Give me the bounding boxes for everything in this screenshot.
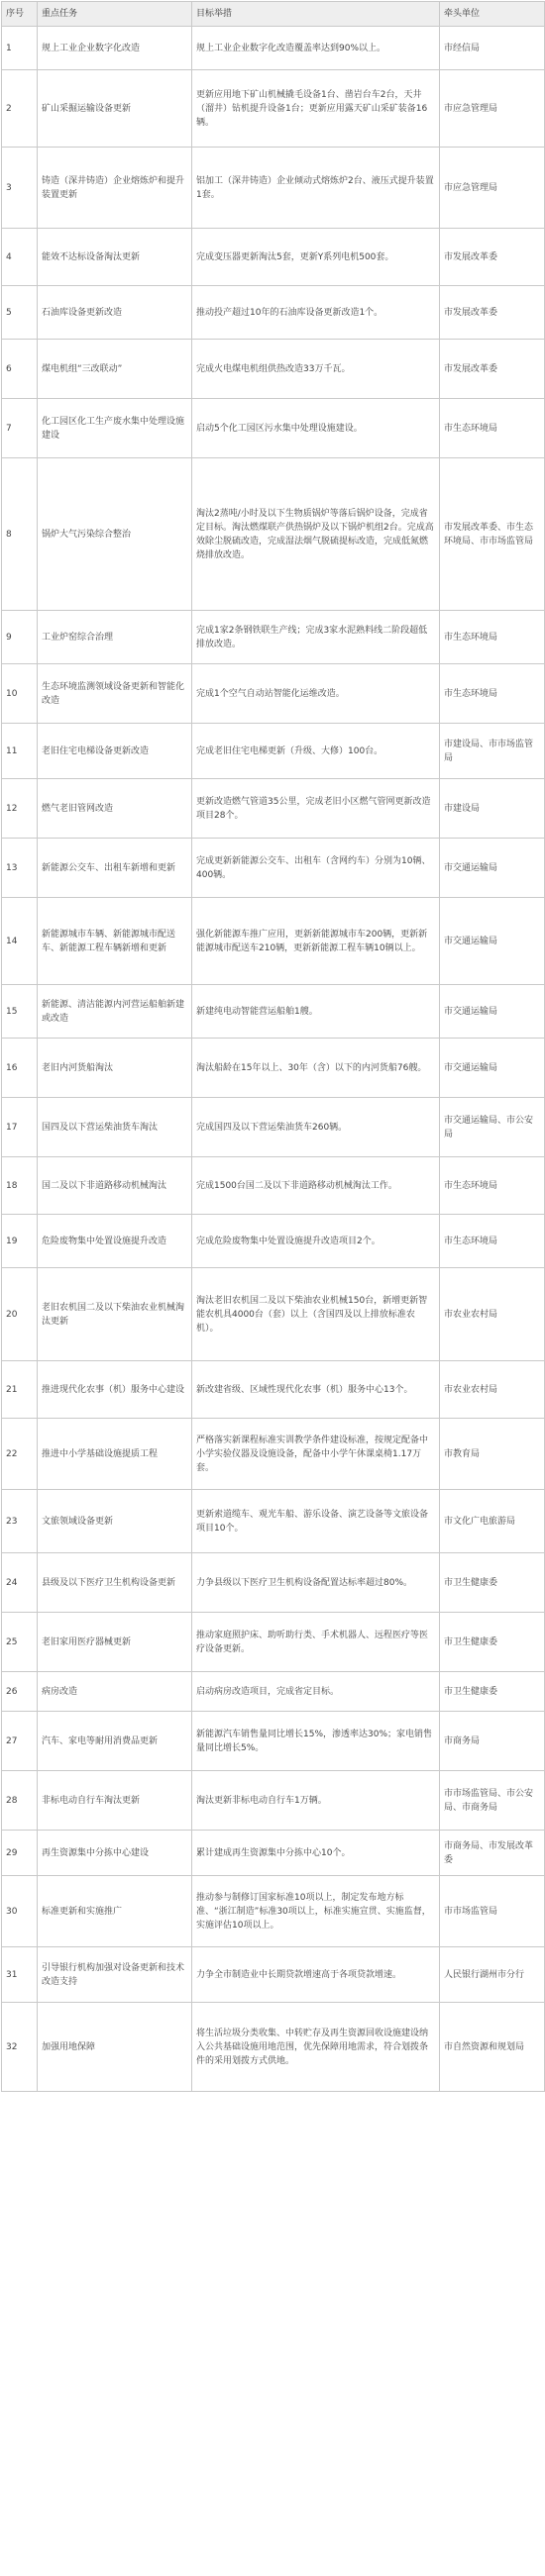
cell-no: 20 <box>2 1268 38 1361</box>
task-table <box>1 1 545 2092</box>
cell-task: 生态环境监测领域设备更新和智能化改造 <box>38 664 192 724</box>
cell-no: 15 <box>2 985 38 1039</box>
cell-unit: 市交通运输局、市公安局 <box>440 1098 545 1157</box>
cell-unit: 市应急管理局 <box>440 70 545 148</box>
cell-target: 完成变压器更新淘汰5套，更新Y系列电机500套。 <box>192 229 440 286</box>
cell-unit: 市生态环境局 <box>440 611 545 664</box>
table-row <box>2 1831 545 1876</box>
cell-target: 新建纯电动智能营运船舶1艘。 <box>192 985 440 1039</box>
cell-task: 能效不达标设备淘汰更新 <box>38 229 192 286</box>
cell-task: 病房改造 <box>38 1672 192 1712</box>
cell-no: 14 <box>2 898 38 985</box>
cell-target: 新能源汽车销售量同比增长15%，渗透率达30%；家电销售量同比增长5%。 <box>192 1712 440 1771</box>
cell-no: 9 <box>2 611 38 664</box>
cell-target: 完成更新新能源公交车、出租车（含网约车）分别为10辆、400辆。 <box>192 839 440 898</box>
cell-target: 强化新能源车推广应用，更新新能源城市车200辆，更新新能源城市配送车210辆，更新新能源工程车辆10辆以上。 <box>192 898 440 985</box>
cell-unit: 市商务局、市发展改革委 <box>440 1831 545 1876</box>
cell-target: 完成危险废物集中处置设施提升改造项目2个。 <box>192 1215 440 1268</box>
table-row <box>2 1712 545 1771</box>
cell-task: 铸造（深井铸造）企业熔炼炉和提升装置更新 <box>38 148 192 229</box>
cell-task: 国二及以下非道路移动机械淘汰 <box>38 1157 192 1215</box>
cell-unit: 市市场监管局 <box>440 1876 545 1947</box>
table-row <box>2 664 545 724</box>
cell-no: 10 <box>2 664 38 724</box>
cell-task: 老旧内河货船淘汰 <box>38 1039 192 1098</box>
cell-unit: 市商务局 <box>440 1712 545 1771</box>
cell-unit: 市农业农村局 <box>440 1361 545 1419</box>
table-row <box>2 229 545 286</box>
cell-task: 矿山采掘运输设备更新 <box>38 70 192 148</box>
cell-unit: 市卫生健康委 <box>440 1553 545 1613</box>
cell-task: 推进现代化农事（机）服务中心建设 <box>38 1361 192 1419</box>
cell-target: 完成火电煤电机组供热改造33万千瓦。 <box>192 340 440 399</box>
cell-task: 加强用地保障 <box>38 2003 192 2092</box>
cell-no: 19 <box>2 1215 38 1268</box>
table-row <box>2 1039 545 1098</box>
cell-unit: 市教育局 <box>440 1419 545 1490</box>
cell-target: 完成1个空气自动站智能化运维改造。 <box>192 664 440 724</box>
cell-target: 推动参与制修订国家标准10项以上，制定发布地方标准、“浙江制造”标准30项以上，标准实施宣贯、实施监督，实施评估10项以上。 <box>192 1876 440 1947</box>
table-row <box>2 724 545 779</box>
cell-target: 完成国四及以下营运柴油货车260辆。 <box>192 1098 440 1157</box>
table-row <box>2 1215 545 1268</box>
cell-no: 26 <box>2 1672 38 1712</box>
table-row <box>2 779 545 839</box>
table-row <box>2 839 545 898</box>
cell-no: 3 <box>2 148 38 229</box>
cell-no: 16 <box>2 1039 38 1098</box>
cell-task: 引导银行机构加强对设备更新和技术改造支持 <box>38 1947 192 2003</box>
table-row <box>2 1947 545 2003</box>
cell-unit: 市应急管理局 <box>440 148 545 229</box>
table-row <box>2 1157 545 1215</box>
header-no: 序号 <box>2 2 38 27</box>
table-row <box>2 148 545 229</box>
cell-task: 化工园区化工生产废水集中处理设施建设 <box>38 399 192 458</box>
cell-no: 22 <box>2 1419 38 1490</box>
cell-unit: 市市场监管局、市公安局、市商务局 <box>440 1771 545 1831</box>
table-row <box>2 1098 545 1157</box>
cell-task: 规上工业企业数字化改造 <box>38 27 192 70</box>
cell-task: 标准更新和实施推广 <box>38 1876 192 1947</box>
cell-unit: 人民银行湖州市分行 <box>440 1947 545 2003</box>
cell-task: 危险废物集中处置设施提升改造 <box>38 1215 192 1268</box>
cell-no: 25 <box>2 1613 38 1672</box>
cell-task: 老旧农机国二及以下柴油农业机械淘汰更新 <box>38 1268 192 1361</box>
cell-no: 11 <box>2 724 38 779</box>
cell-unit: 市卫生健康委 <box>440 1672 545 1712</box>
cell-no: 2 <box>2 70 38 148</box>
cell-task: 新能源、清洁能源内河营运船舶新建或改造 <box>38 985 192 1039</box>
cell-no: 29 <box>2 1831 38 1876</box>
cell-task: 石油库设备更新改造 <box>38 286 192 340</box>
cell-target: 累计建成再生资源集中分拣中心10个。 <box>192 1831 440 1876</box>
table-row <box>2 1771 545 1831</box>
cell-target: 力争全市制造业中长期贷款增速高于各项贷款增速。 <box>192 1947 440 2003</box>
cell-target: 启动5个化工园区污水集中处理设施建设。 <box>192 399 440 458</box>
cell-unit: 市生态环境局 <box>440 399 545 458</box>
cell-target: 淘汰更新非标电动自行车1万辆。 <box>192 1771 440 1831</box>
cell-target: 更新应用地下矿山机械撬毛设备1台、凿岩台车2台，天井（溜井）钻机提升设备1台；更新应用露天矿山采矿装备16辆。 <box>192 70 440 148</box>
cell-task: 汽车、家电等耐用消费品更新 <box>38 1712 192 1771</box>
cell-unit: 市建设局 <box>440 779 545 839</box>
cell-task: 老旧家用医疗器械更新 <box>38 1613 192 1672</box>
cell-target: 推动家庭照护床、助听助行类、手术机器人、远程医疗等医疗设备更新。 <box>192 1613 440 1672</box>
cell-unit: 市发展改革委 <box>440 286 545 340</box>
table-row <box>2 1419 545 1490</box>
cell-target: 规上工业企业数字化改造覆盖率达到90%以上。 <box>192 27 440 70</box>
cell-unit: 市生态环境局 <box>440 1215 545 1268</box>
cell-no: 6 <box>2 340 38 399</box>
cell-no: 18 <box>2 1157 38 1215</box>
cell-unit: 市卫生健康委 <box>440 1613 545 1672</box>
cell-no: 30 <box>2 1876 38 1947</box>
cell-target: 推动投产超过10年的石油库设备更新改造1个。 <box>192 286 440 340</box>
cell-target: 新改建省级、区域性现代化农事（机）服务中心13个。 <box>192 1361 440 1419</box>
cell-task: 煤电机组“三改联动” <box>38 340 192 399</box>
cell-target: 将生活垃圾分类收集、中转贮存及再生资源回收设施建设纳入公共基础设施用地范围，优先保障用地需求，符合划拨条件的采用划拨方式供地。 <box>192 2003 440 2092</box>
cell-task: 县级及以下医疗卫生机构设备更新 <box>38 1553 192 1613</box>
table-row <box>2 458 545 611</box>
table-row <box>2 1876 545 1947</box>
table-row <box>2 399 545 458</box>
table-row <box>2 27 545 70</box>
cell-unit: 市交通运输局 <box>440 839 545 898</box>
table-row <box>2 2003 545 2092</box>
table-row <box>2 1613 545 1672</box>
cell-task: 新能源城市车辆、新能源城市配送车、新能源工程车辆新增和更新 <box>38 898 192 985</box>
table-row <box>2 985 545 1039</box>
table-row <box>2 898 545 985</box>
cell-target: 淘汰2蒸吨/小时及以下生物质锅炉等落后锅炉设备，完成省定目标。淘汰燃煤联产供热锅炉及以下锅炉机组2台。完成高效除尘脱硫改造，完成湿法烟气脱硫提标改造，完成低氮燃烧排放改造。 <box>192 458 440 611</box>
cell-unit: 市自然资源和规划局 <box>440 2003 545 2092</box>
cell-task: 再生资源集中分拣中心建设 <box>38 1831 192 1876</box>
header-target: 目标举措 <box>192 2 440 27</box>
cell-target: 完成1家2条钢铁联生产线；完成3家水泥熟料线二阶段超低排放改造。 <box>192 611 440 664</box>
cell-target: 完成1500台国二及以下非道路移动机械淘汰工作。 <box>192 1157 440 1215</box>
cell-no: 21 <box>2 1361 38 1419</box>
cell-unit: 市交通运输局 <box>440 1039 545 1098</box>
table-row <box>2 340 545 399</box>
cell-task: 工业炉窑综合治理 <box>38 611 192 664</box>
cell-unit: 市发展改革委 <box>440 340 545 399</box>
cell-unit: 市建设局、市市场监管局 <box>440 724 545 779</box>
table-row <box>2 1361 545 1419</box>
cell-target: 淘汰老旧农机国二及以下柴油农业机械150台，新增更新智能农机具4000台（套）以上（含国四及以上排放标准农机）。 <box>192 1268 440 1361</box>
cell-no: 4 <box>2 229 38 286</box>
table-row <box>2 1672 545 1712</box>
table-body <box>2 27 545 2092</box>
table-row <box>2 1490 545 1553</box>
cell-no: 13 <box>2 839 38 898</box>
cell-unit: 市生态环境局 <box>440 1157 545 1215</box>
table-row <box>2 70 545 148</box>
cell-no: 1 <box>2 27 38 70</box>
table-header-row <box>2 2 545 27</box>
header-task: 重点任务 <box>38 2 192 27</box>
cell-target: 更新改造燃气管道35公里，完成老旧小区燃气管网更新改造项目28个。 <box>192 779 440 839</box>
cell-unit: 市交通运输局 <box>440 985 545 1039</box>
cell-no: 17 <box>2 1098 38 1157</box>
cell-unit: 市生态环境局 <box>440 664 545 724</box>
cell-no: 32 <box>2 2003 38 2092</box>
cell-no: 5 <box>2 286 38 340</box>
header-unit: 牵头单位 <box>440 2 545 27</box>
cell-task: 推进中小学基础设施提质工程 <box>38 1419 192 1490</box>
cell-no: 27 <box>2 1712 38 1771</box>
cell-unit: 市交通运输局 <box>440 898 545 985</box>
cell-task: 非标电动自行车淘汰更新 <box>38 1771 192 1831</box>
table-row <box>2 286 545 340</box>
cell-no: 7 <box>2 399 38 458</box>
cell-task: 燃气老旧管网改造 <box>38 779 192 839</box>
cell-task: 锅炉大气污染综合整治 <box>38 458 192 611</box>
cell-task: 新能源公交车、出租车新增和更新 <box>38 839 192 898</box>
cell-target: 完成老旧住宅电梯更新（升级、大修）100台。 <box>192 724 440 779</box>
cell-no: 12 <box>2 779 38 839</box>
cell-target: 铝加工（深井铸造）企业倾动式熔炼炉2台、液压式提升装置1套。 <box>192 148 440 229</box>
table-row <box>2 611 545 664</box>
cell-unit: 市发展改革委、市生态环境局、市市场监管局 <box>440 458 545 611</box>
cell-no: 31 <box>2 1947 38 2003</box>
cell-target: 严格落实新课程标准实训教学条件建设标准，按规定配备中小学实验仪器及设施设备，配备中小学午休课桌椅1.17万套。 <box>192 1419 440 1490</box>
cell-no: 28 <box>2 1771 38 1831</box>
cell-unit: 市发展改革委 <box>440 229 545 286</box>
cell-unit: 市经信局 <box>440 27 545 70</box>
cell-task: 老旧住宅电梯设备更新改造 <box>38 724 192 779</box>
table-row <box>2 1268 545 1361</box>
table-row <box>2 1553 545 1613</box>
cell-task: 国四及以下营运柴油货车淘汰 <box>38 1098 192 1157</box>
cell-unit: 市文化广电旅游局 <box>440 1490 545 1553</box>
cell-target: 启动病房改造项目，完成省定目标。 <box>192 1672 440 1712</box>
cell-target: 力争县级以下医疗卫生机构设备配置达标率超过80%。 <box>192 1553 440 1613</box>
cell-no: 24 <box>2 1553 38 1613</box>
cell-target: 淘汰船龄在15年以上、30年（含）以下的内河货船76艘。 <box>192 1039 440 1098</box>
cell-target: 更新索道缆车、观光车船、游乐设备、演艺设备等文旅设备项目10个。 <box>192 1490 440 1553</box>
cell-unit: 市农业农村局 <box>440 1268 545 1361</box>
cell-task: 文旅领域设备更新 <box>38 1490 192 1553</box>
cell-no: 23 <box>2 1490 38 1553</box>
cell-no: 8 <box>2 458 38 611</box>
